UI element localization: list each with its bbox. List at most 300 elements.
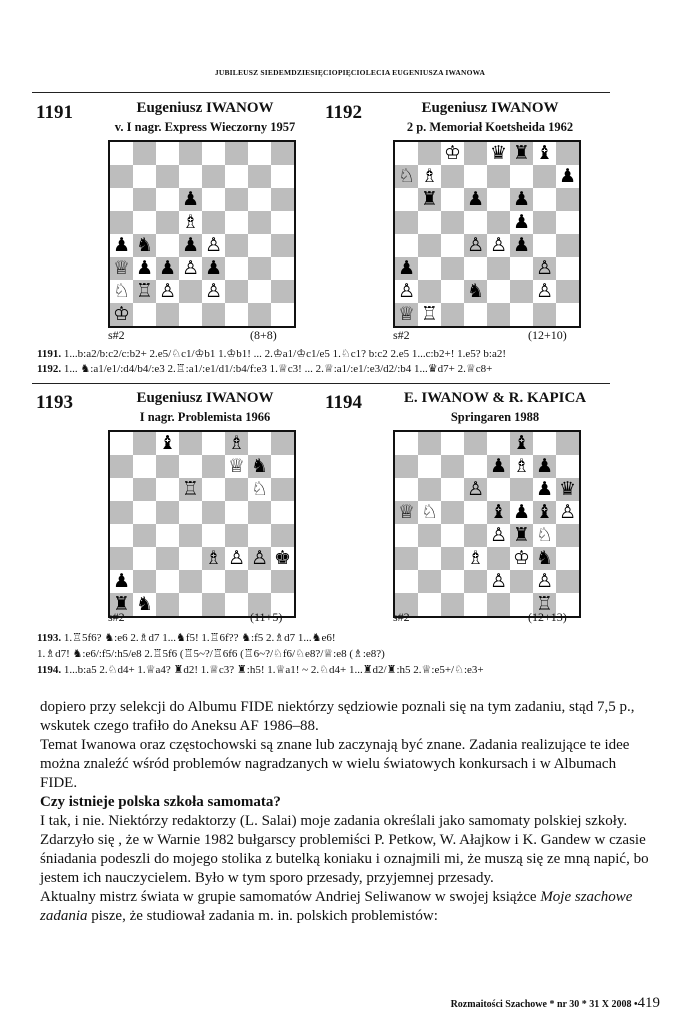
board-square xyxy=(418,432,441,455)
piece-count: (12+10) xyxy=(528,328,567,342)
board-square xyxy=(248,432,271,455)
board-square xyxy=(418,455,441,478)
white-pawn-icon: ♙ xyxy=(535,257,554,279)
board-square xyxy=(225,257,248,280)
board-square xyxy=(418,547,441,570)
header-rule xyxy=(32,92,610,93)
board-square xyxy=(395,432,418,455)
white-pawn-icon: ♙ xyxy=(535,280,554,302)
board-square xyxy=(556,211,579,234)
board-square xyxy=(271,478,294,501)
black-pawn-icon: ♟ xyxy=(512,211,531,233)
black-pawn-icon: ♟ xyxy=(181,188,200,210)
board-square xyxy=(464,303,487,326)
board-square xyxy=(225,547,248,570)
board-square xyxy=(418,524,441,547)
chess-board xyxy=(108,430,296,618)
black-bishop-icon: ♝ xyxy=(158,432,177,454)
white-bishop-icon: ♗ xyxy=(466,547,485,569)
board-square xyxy=(533,303,556,326)
board-square xyxy=(110,432,133,455)
board-square xyxy=(556,257,579,280)
black-pawn-icon: ♟ xyxy=(558,165,577,187)
black-pawn-icon: ♟ xyxy=(204,257,223,279)
board-square xyxy=(133,188,156,211)
board-square xyxy=(110,478,133,501)
white-pawn-icon: ♙ xyxy=(466,234,485,256)
board-square xyxy=(110,165,133,188)
white-pawn-icon: ♙ xyxy=(489,234,508,256)
board-square xyxy=(556,547,579,570)
board-square xyxy=(156,188,179,211)
board-square xyxy=(156,432,179,455)
board-square xyxy=(156,165,179,188)
board-square xyxy=(441,478,464,501)
black-knight-icon: ♞ xyxy=(135,593,154,615)
board-square xyxy=(225,188,248,211)
board-square xyxy=(110,524,133,547)
white-knight-icon: ♘ xyxy=(250,478,269,500)
board-square xyxy=(464,211,487,234)
board-square xyxy=(110,142,133,165)
board-square xyxy=(179,432,202,455)
black-bishop-icon: ♝ xyxy=(512,432,531,454)
problem-author: Eugeniusz IWANOW xyxy=(136,100,274,116)
board-square xyxy=(179,547,202,570)
solution-1194 xyxy=(37,664,484,677)
board-square xyxy=(510,211,533,234)
board-square xyxy=(510,257,533,280)
white-bishop-icon: ♗ xyxy=(181,211,200,233)
white-queen-icon: ♕ xyxy=(112,257,131,279)
board-square xyxy=(556,303,579,326)
board-square xyxy=(487,501,510,524)
board-square xyxy=(133,165,156,188)
board-square xyxy=(179,165,202,188)
board-square xyxy=(464,280,487,303)
board-square xyxy=(133,570,156,593)
board-square xyxy=(179,570,202,593)
white-rook-icon: ♖ xyxy=(535,593,554,615)
board-square xyxy=(418,478,441,501)
board-square xyxy=(202,188,225,211)
board-square xyxy=(464,547,487,570)
board-square xyxy=(248,524,271,547)
running-title: JUBILEUSZ SIEDEMDZIESIĘCIOPIĘCIOLECIA EUGENIUSZA IWANOWA xyxy=(214,68,486,77)
board-square xyxy=(556,142,579,165)
board-square xyxy=(510,524,533,547)
black-pawn-icon: ♟ xyxy=(181,234,200,256)
board-square xyxy=(202,234,225,257)
board-square xyxy=(225,234,248,257)
board-square xyxy=(395,280,418,303)
board-square xyxy=(133,547,156,570)
white-pawn-icon: ♙ xyxy=(489,570,508,592)
black-knight-icon: ♞ xyxy=(135,234,154,256)
board-square xyxy=(395,188,418,211)
board-square xyxy=(395,211,418,234)
board-square xyxy=(395,257,418,280)
white-queen-icon: ♕ xyxy=(397,303,416,325)
board-square xyxy=(487,234,510,257)
board-square xyxy=(248,165,271,188)
board-square xyxy=(464,455,487,478)
board-square xyxy=(510,432,533,455)
black-king-icon: ♚ xyxy=(273,547,292,569)
board-square xyxy=(248,211,271,234)
board-square xyxy=(225,501,248,524)
board-square xyxy=(133,211,156,234)
white-bishop-icon: ♗ xyxy=(227,432,246,454)
board-square xyxy=(133,234,156,257)
board-square xyxy=(179,478,202,501)
board-square xyxy=(395,570,418,593)
board-square xyxy=(202,524,225,547)
board-square xyxy=(464,478,487,501)
black-pawn-icon: ♟ xyxy=(512,188,531,210)
board-square xyxy=(202,142,225,165)
board-square xyxy=(133,501,156,524)
board-square xyxy=(418,188,441,211)
board-square xyxy=(179,257,202,280)
board-square xyxy=(487,570,510,593)
board-square xyxy=(533,524,556,547)
board-square xyxy=(487,257,510,280)
white-pawn-icon: ♙ xyxy=(558,501,577,523)
board-square xyxy=(533,234,556,257)
board-square xyxy=(110,257,133,280)
board-square xyxy=(179,455,202,478)
black-pawn-icon: ♟ xyxy=(512,501,531,523)
board-square xyxy=(225,303,248,326)
board-square xyxy=(133,478,156,501)
problem-source: Springaren 1988 xyxy=(450,410,540,424)
white-pawn-icon: ♙ xyxy=(250,547,269,569)
board-square xyxy=(110,188,133,211)
board-square xyxy=(510,234,533,257)
board-square xyxy=(110,280,133,303)
white-pawn-icon: ♙ xyxy=(489,524,508,546)
white-knight-icon: ♘ xyxy=(420,501,439,523)
journal-name: Rozmaitości Szachowe * nr 30 * 31 X 2008 • xyxy=(450,999,638,1010)
white-queen-icon: ♕ xyxy=(227,455,246,477)
solution-number: 1192. xyxy=(37,363,62,375)
board-square xyxy=(271,303,294,326)
board-square xyxy=(487,142,510,165)
board-square xyxy=(487,478,510,501)
board-square xyxy=(133,303,156,326)
board-square xyxy=(464,257,487,280)
board-square xyxy=(156,524,179,547)
board-square xyxy=(179,524,202,547)
solution-number: 1194. xyxy=(37,664,62,676)
solution-text: 1... ♞:a1/e1/:d4/b4/:e3 2.♖:a1/:e1/d1/:b4/f:e3 1.♕c3! ... 2.♕:a1/:e1/:e3/d2/:b4 1...♛d7+ 2.♕c8+ xyxy=(63,363,493,375)
black-rook-icon: ♜ xyxy=(512,524,531,546)
black-pawn-icon: ♟ xyxy=(112,570,131,592)
board-square xyxy=(556,432,579,455)
solution-1193-line2: 1.♗d7! ♞:e6/:f5/:h5/e8 2.♖5f6 (♖5~?/♖6f6 (♖6~?/♘f6/♘e8?/♕:e8 (♗:e8?) xyxy=(37,648,385,660)
black-pawn-icon: ♟ xyxy=(535,478,554,500)
board-square xyxy=(441,234,464,257)
stipulation: s#2 xyxy=(108,610,125,624)
board-square xyxy=(556,188,579,211)
black-pawn-icon: ♟ xyxy=(535,455,554,477)
board-square xyxy=(441,188,464,211)
board-square xyxy=(271,234,294,257)
board-square xyxy=(248,234,271,257)
board-square xyxy=(110,234,133,257)
board-square xyxy=(202,478,225,501)
board-square xyxy=(110,570,133,593)
white-pawn-icon: ♙ xyxy=(227,547,246,569)
board-square xyxy=(133,280,156,303)
black-knight-icon: ♞ xyxy=(250,455,269,477)
board-square xyxy=(487,455,510,478)
white-knight-icon: ♘ xyxy=(112,280,131,302)
board-square xyxy=(271,455,294,478)
board-square xyxy=(271,570,294,593)
section-heading: Czy istnieje polska szkoła samomata? xyxy=(40,794,281,810)
solution-text: 1.♖5f6? ♞:e6 2.♗d7 1...♞f5! 1.♖6f?? ♞:f5 2.♗d7 1...♞e6! xyxy=(63,632,336,644)
problem-number: 1193 xyxy=(36,392,73,413)
board-square xyxy=(556,455,579,478)
board-square xyxy=(510,501,533,524)
board-square xyxy=(395,455,418,478)
board-square xyxy=(510,478,533,501)
board-square xyxy=(533,455,556,478)
board-square xyxy=(464,570,487,593)
board-square xyxy=(133,524,156,547)
board-square xyxy=(533,142,556,165)
stipulation: s#2 xyxy=(393,328,410,342)
black-pawn-icon: ♟ xyxy=(112,234,131,256)
board-square xyxy=(487,303,510,326)
paragraph xyxy=(40,888,652,926)
paragraph: Temat Iwanowa oraz częstochowski są znane lub zaczynają być znane. Zadania realizujące te idee można znaleźć wśród problemów nagradzanych w wielu światowych konkursach i w Albumach FIDE. xyxy=(40,737,630,791)
paragraph: dopiero przy selekcji do Albumu FIDE niektórzy sędziowie poznali się na tym zadaniu, stąd 7,5 p., wskutek czego trafiło do Aneksu AF 1986–88. xyxy=(40,699,635,734)
board-square xyxy=(533,432,556,455)
board-square xyxy=(464,524,487,547)
board-square xyxy=(418,303,441,326)
board-square xyxy=(202,211,225,234)
white-pawn-icon: ♙ xyxy=(535,570,554,592)
board-square xyxy=(533,257,556,280)
board-square xyxy=(556,524,579,547)
black-rook-icon: ♜ xyxy=(512,142,531,164)
board-square xyxy=(156,280,179,303)
board-square xyxy=(533,501,556,524)
board-square xyxy=(510,188,533,211)
board-square xyxy=(487,188,510,211)
board-square xyxy=(133,142,156,165)
board-square xyxy=(556,501,579,524)
board-square xyxy=(487,211,510,234)
board-square xyxy=(271,501,294,524)
black-bishop-icon: ♝ xyxy=(489,501,508,523)
board-square xyxy=(156,501,179,524)
chess-board xyxy=(108,140,296,328)
article-body xyxy=(40,698,652,926)
section-rule xyxy=(32,383,610,384)
board-square xyxy=(202,547,225,570)
board-square xyxy=(225,524,248,547)
board-square xyxy=(156,593,179,616)
board-square xyxy=(156,455,179,478)
stipulation: s#2 xyxy=(393,610,410,624)
book-title: Moje szachowe zadania xyxy=(40,889,633,924)
board-square xyxy=(271,142,294,165)
problem-source: 2 p. Memoriał Koetsheida 1962 xyxy=(406,120,574,134)
problem-author: E. IWANOW & R. KAPICA xyxy=(403,390,587,406)
board-square xyxy=(395,478,418,501)
board-square xyxy=(395,547,418,570)
board-square xyxy=(271,524,294,547)
board-square xyxy=(487,432,510,455)
paragraph-text: Aktualny mistrz świata w grupie samomatów Andriej Seliwanow w swojej książce xyxy=(40,889,537,905)
board-square xyxy=(110,211,133,234)
board-square xyxy=(271,280,294,303)
board-square xyxy=(441,280,464,303)
board-square xyxy=(110,455,133,478)
board-square xyxy=(441,547,464,570)
board-square xyxy=(441,165,464,188)
board-square xyxy=(395,524,418,547)
white-rook-icon: ♖ xyxy=(135,280,154,302)
board-square xyxy=(248,455,271,478)
piece-count: (8+8) xyxy=(250,328,277,342)
board-square xyxy=(510,165,533,188)
board-square xyxy=(156,570,179,593)
board-square xyxy=(248,303,271,326)
page-number: 419 xyxy=(637,995,660,1011)
board-square xyxy=(441,257,464,280)
board-square xyxy=(441,501,464,524)
board-square xyxy=(487,280,510,303)
board-square xyxy=(225,280,248,303)
board-square xyxy=(464,501,487,524)
board-square xyxy=(110,303,133,326)
board-square xyxy=(248,257,271,280)
black-rook-icon: ♜ xyxy=(112,593,131,615)
board-square xyxy=(225,455,248,478)
solution-1192 xyxy=(37,363,492,376)
board-square xyxy=(202,165,225,188)
solution-text: 1...b:a2/b:c2/c:b2+ 2.e5/♘c1/♔b1 1.♔b1! ... 2.♔a1/♔c1/e5 1.♘c1? b:c2 2.e5 1...c:b2+! 1.e5? b:a2! xyxy=(63,348,507,360)
board-square xyxy=(202,455,225,478)
solution-number: 1193. xyxy=(37,632,62,644)
board-square xyxy=(533,211,556,234)
board-square xyxy=(248,547,271,570)
black-pawn-icon: ♟ xyxy=(397,257,416,279)
board-square xyxy=(510,303,533,326)
board-square xyxy=(418,142,441,165)
board-square xyxy=(248,570,271,593)
board-square xyxy=(271,188,294,211)
white-king-icon: ♔ xyxy=(112,303,131,325)
board-square xyxy=(533,478,556,501)
page-footer xyxy=(451,995,660,1012)
problem-number: 1191 xyxy=(36,102,73,123)
problem-author: Eugeniusz IWANOW xyxy=(421,100,559,116)
board-square xyxy=(556,570,579,593)
board-square xyxy=(464,593,487,616)
board-square xyxy=(179,142,202,165)
board-square xyxy=(533,165,556,188)
board-square xyxy=(271,165,294,188)
black-bishop-icon: ♝ xyxy=(535,501,554,523)
board-square xyxy=(441,303,464,326)
black-knight-icon: ♞ xyxy=(535,547,554,569)
board-square xyxy=(271,257,294,280)
board-square xyxy=(510,280,533,303)
board-square xyxy=(418,501,441,524)
board-square xyxy=(110,501,133,524)
board-square xyxy=(556,478,579,501)
board-square xyxy=(179,188,202,211)
board-square xyxy=(556,280,579,303)
black-pawn-icon: ♟ xyxy=(158,257,177,279)
white-pawn-icon: ♙ xyxy=(397,280,416,302)
black-knight-icon: ♞ xyxy=(466,280,485,302)
solution-1191 xyxy=(37,348,506,361)
board-square xyxy=(202,257,225,280)
white-bishop-icon: ♗ xyxy=(512,455,531,477)
board-square xyxy=(202,570,225,593)
board-square xyxy=(133,432,156,455)
board-square xyxy=(487,524,510,547)
problem-source: I nagr. Problemista 1966 xyxy=(139,410,271,424)
solution-1193 xyxy=(37,632,336,645)
board-square xyxy=(179,303,202,326)
board-square xyxy=(179,211,202,234)
board-square xyxy=(418,593,441,616)
problem-number: 1194 xyxy=(325,392,362,413)
board-square xyxy=(156,547,179,570)
board-square xyxy=(202,432,225,455)
board-square xyxy=(418,280,441,303)
board-square xyxy=(395,303,418,326)
piece-count: (11+5) xyxy=(250,610,283,624)
board-square xyxy=(225,570,248,593)
board-square xyxy=(156,257,179,280)
board-square xyxy=(248,501,271,524)
board-square xyxy=(202,501,225,524)
board-square xyxy=(110,547,133,570)
board-square xyxy=(418,165,441,188)
solution-number: 1191. xyxy=(37,348,62,360)
board-square xyxy=(556,165,579,188)
board-square xyxy=(248,478,271,501)
chess-board xyxy=(393,430,581,618)
board-square xyxy=(133,257,156,280)
board-square xyxy=(487,165,510,188)
board-square xyxy=(418,570,441,593)
board-square xyxy=(533,188,556,211)
white-knight-icon: ♘ xyxy=(397,165,416,187)
board-square xyxy=(179,280,202,303)
board-square xyxy=(202,280,225,303)
black-bishop-icon: ♝ xyxy=(535,142,554,164)
white-pawn-icon: ♙ xyxy=(181,257,200,279)
piece-count: (12+13) xyxy=(528,610,567,624)
board-square xyxy=(441,570,464,593)
white-bishop-icon: ♗ xyxy=(204,547,223,569)
black-pawn-icon: ♟ xyxy=(512,234,531,256)
board-square xyxy=(418,257,441,280)
paragraph: I tak, i nie. Niektórzy redaktorzy (L. Salai) moje zadania określali jako samomaty polskiej szkoły. Zdarzyło się , że w Warnie 1982 bułgarscy problemiści P. Petkow, W. Ałajkow i K. Gandew w czasie śniadania podeszli do mojego stolika z butelką koniaku i oznajmili mi, że muszą się ze mną napić, bo jestem ich nauczycielem. Było w tym sporo przesady, przyjemnej przesady. xyxy=(40,813,649,886)
board-square xyxy=(225,142,248,165)
board-square xyxy=(225,211,248,234)
